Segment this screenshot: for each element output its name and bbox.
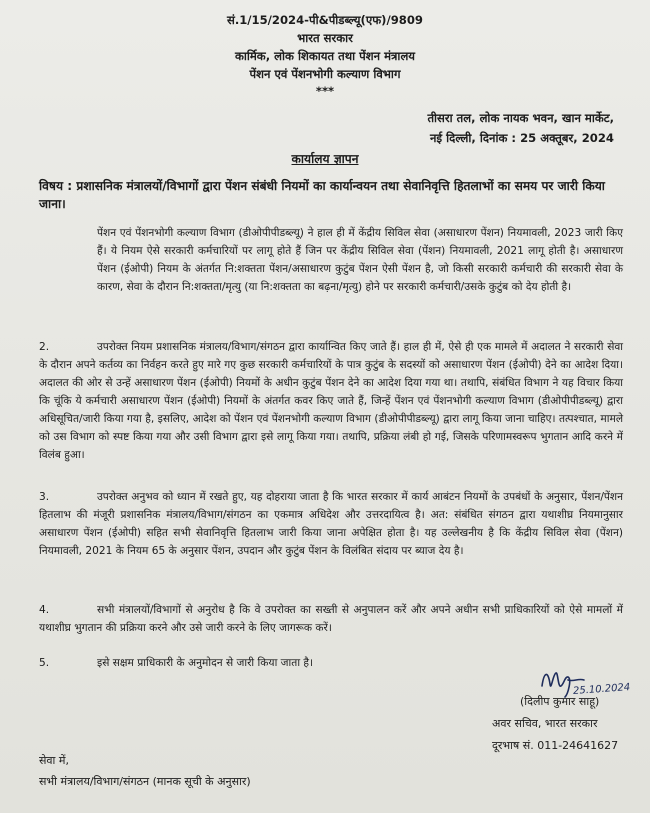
file-number: सं.1/15/2024-पी&पीडब्ल्यू(एफ)/9809 [227,13,423,27]
paragraph-2-text: उपरोक्त नियम प्रशासनिक मंत्रालय/विभाग/संगठन द्वारा कार्यान्वित किए जाते हैं। हाल ही में, ऐसे ही एक मामले में अदालत ने सरकारी सेवा के दौरान अपने कर्तव्य का निर्वहन करते हुए मारे गए कुछ सरकारी कर्मचारियों के पात्र कुटुंब के सदस्यों को असाधारण पेंशन (ईओपी) देने का आदेश दिया। अदालत की ओर से उन्हें असाधारण पेंशन (ईओपी) नियमों के अधीन कुटुंब पेंशन देने का आदेश दिया गया था। तथापि, संबंधित विभाग ने यह विचार किया कि चूंकि ये कर्मचारी असाधारण पेंशन (ईओपी) नियमों के अंतर्गत कवर किए जाते हैं, जिन्हें पेंशन एवं पेंशनभोगी कल्याण विभाग (डीओपीपीडब्ल्यू) द्वारा अधिसूचित/जारी किया गया है, इसलिए, आदेश को पेंशन एवं पेंशनभोगी कल्याण विभाग (डीओपीपीडब्ल्यू) द्वारा लागू किया जाना चाहिए। तत्पश्चात, मामले को उस विभाग को स्पष्ट किया गया और उसी विभाग द्वारा इसे लागू किया गया। तथापि, प्रक्रिया लंबी हो गई, जिसके परिणामस्वरूप भुगतान आदि करने में विलंब हुआ। [39,341,623,461]
paragraph-1-text: पेंशन एवं पेंशनभोगी कल्याण विभाग (डीओपीपीडब्ल्यू) ने हाल ही में केंद्रीय सिविल सेवा (असाधारण पेंशन) नियमावली, 2023 जारी किए हैं। ये नियम ऐसे सरकारी कर्मचारियों पर लागू होते हैं जिन पर केंद्रीय सिविल सेवा (पेंशन) नियमावली, 2021 लागू होती है। असाधारण पेंशन (ईओपी) नियम के अंतर्गत नि:शक्तता पेंशन/असाधारण कुटुंब पेंशन ऐसी पेंशन है, जो किसी सरकारी कर्मचारी की सरकारी सेवा के कारण, सेवा के दौरान नि:शक्तता/मृत्यु (या नि:शक्तता का बढ़ना/मृत्यु) होने पर सरकारी कर्मचारी/उसके कुटुंब को देय होती है। [97,227,623,293]
address-line-1: तीसरा तल, लोक नायक भवन, खान मार्केट, [427,111,614,125]
government-name: भारत सरकार [297,31,353,45]
paragraph-5-number: 5. [39,657,50,669]
paragraph-3 [39,488,623,560]
paragraph-2-number: 2. [39,341,50,353]
signatory-designation: अवर सचिव, भारत सरकार [492,717,598,730]
recipient-salutation: सेवा में, [39,754,69,767]
paragraph-1 [39,224,623,296]
recipient-list: सभी मंत्रालय/विभाग/संगठन (मानक सूची के अनुसार) [39,775,251,788]
separator-stars: *** [315,84,335,98]
signatory-phone: दूरभाष सं. 011-24641627 [492,739,619,752]
document-type-title: कार्यालय ज्ञापन [291,152,359,166]
paragraph-4-number: 4. [39,604,50,616]
paragraph-3-text: उपरोक्त अनुभव को ध्यान में रखते हुए, यह दोहराया जाता है कि भारत सरकार में कार्य आबंटन नियमों के उपबंधों के अनुसार, पेंशन/पेंशन हितलाभ की मंजूरी प्रशासनिक मंत्रालय/विभाग/संगठन का एकमात्र अधिदेश और उत्तरदायित्व है। अत: संबंधित संगठन द्वारा यथाशीघ्र नियमानुसार असाधारण पेंशन (ईओपी) सहित सभी सेवानिवृत्ति हितलाभ जारी किया जाना अपेक्षित होता है। यह उल्लेखनीय है कि केंद्रीय सिविल सेवा (पेंशन) नियमावली, 2021 के नियम 65 के अनुसार पेंशन, उपदान और कुटुंब पेंशन के विलंबित संदाय पर ब्याज देय है। [39,491,623,557]
signatory-name: (दिलीप कुमार साहू) [520,695,600,708]
ministry-name: कार्मिक, लोक शिकायत तथा पेंशन मंत्रालय [234,49,416,63]
address-date-line: नई दिल्ली, दिनांक : 25 अक्तूबर, 2024 [430,131,614,145]
paragraph-4-text: सभी मंत्रालयों/विभागों से अनुरोध है कि वे उपरोक्त का सख्ती से अनुपालन करें और अपने अधीन सभी प्राधिकारियों को ऐसे मामलों में यथाशीघ्र भुगतान की प्रक्रिया करने और उसे जारी करने के लिए जागरूक करें। [39,604,623,634]
paragraph-2 [39,338,623,464]
paragraph-3-number: 3. [39,491,50,503]
department-name: पेंशन एवं पेंशनभोगी कल्याण विभाग [249,67,401,81]
subject-line: विषय : प्रशासनिक मंत्रालयों/विभागों द्वारा पेंशन संबंधी नियमों का कार्यान्वयन तथा सेवानिवृत्ति हितलाभों का समय पर जारी किया जाना। [39,179,605,211]
paragraph-5-text: इसे सक्षम प्राधिकारी के अनुमोदन से जारी किया जाता है। [97,657,314,669]
paragraph-5 [39,654,623,672]
paragraph-4 [39,601,623,637]
signature-date: 25.10.2024 [572,682,631,697]
